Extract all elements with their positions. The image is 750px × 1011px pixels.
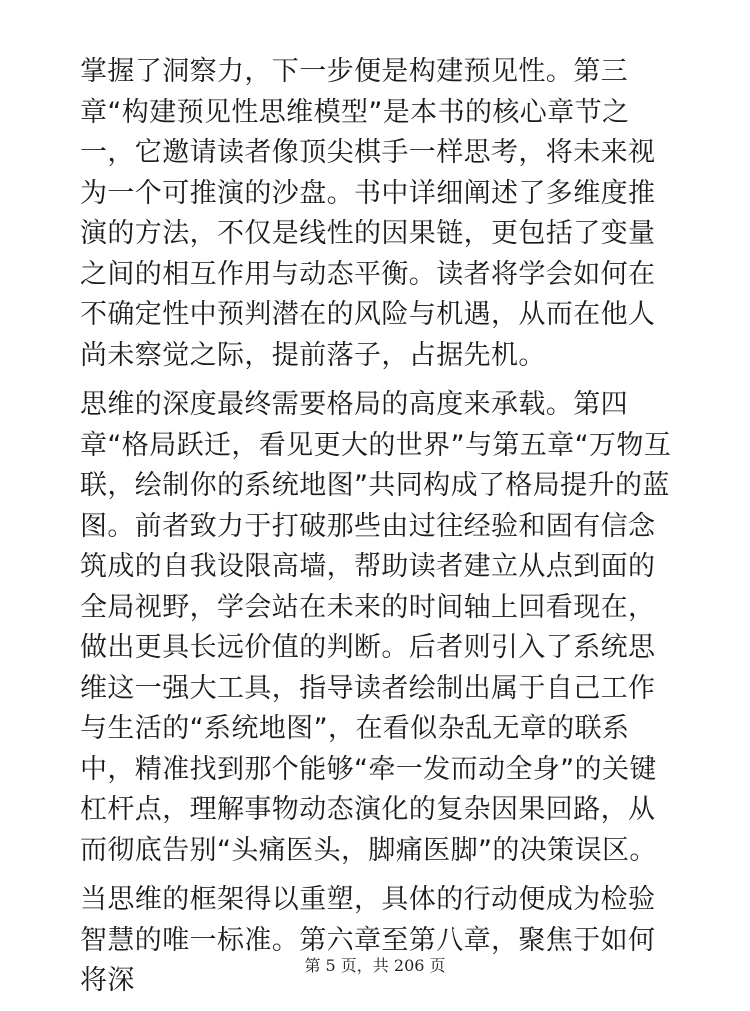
page-number-footer: 第 5 页，共 206 页 (304, 956, 446, 975)
body-text (80, 52, 675, 1011)
paragraph-3: 当思维的框架得以重塑，具体的行动便成为检验智慧的唯一标准。第六章至第八章，聚焦于如何将深 (80, 884, 656, 996)
paragraph-2: 思维的深度最终需要格局的高度来承载。第四章“格局跃迁，看见更大的世界”与第五章“万物互联，绘制你的系统地图”共同构成了格局提升的蓝图。前者致力于打破那些由过往经验和固有信念筑成的自我设限高墙，帮助读者建立从点到面的全局视野，学会站在未来的时间轴上回看现在，做出更具长远价值的判断。后者则引入了系统思维这一强大工具，指导读者绘制出属于自己工作与生活的“系统地图”，在看似杂乱无章的联系中，精准找到那个能够“牵一发而动全身”的关键杠杆点，理解事物动态演化的复杂因果回路，从而彻底告别“头痛医头，脚痛医脚”的决策误区。 (80, 389, 672, 866)
paragraph-1: 掌握了洞察力，下一步便是构建预见性。第三章“构建预见性思维模型”是本书的核心章节之一，它邀请读者像顶尖棋手一样思考，将未来视为一个可推演的沙盘。书中详细阐述了多维度推演的方法，不仅是线性的因果链，更包括了变量之间的相互作用与动态平衡。读者将学会如何在不确定性中预判潜在的风险与机遇，从而在他人尚未察觉之际，提前落子，占据先机。 (80, 56, 656, 371)
